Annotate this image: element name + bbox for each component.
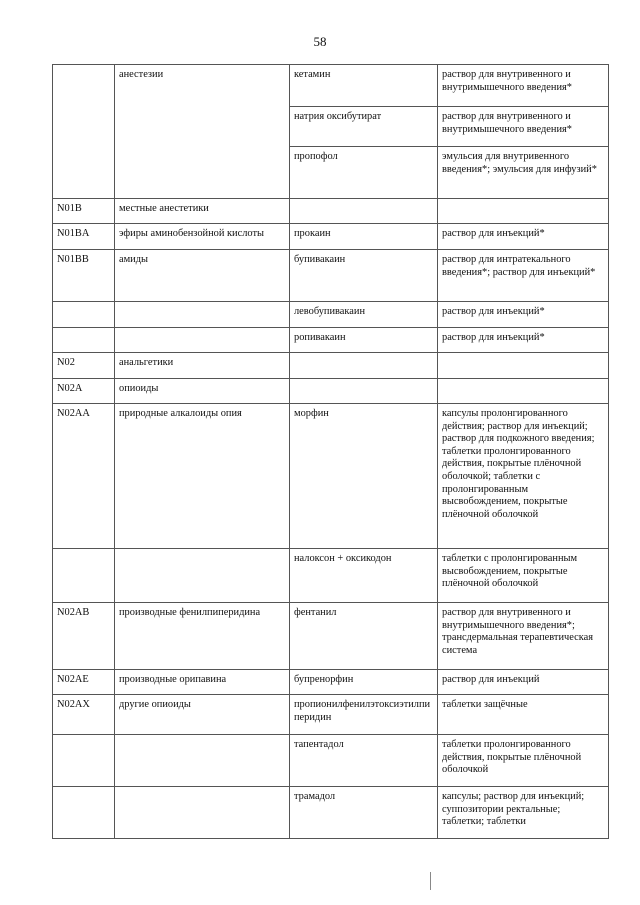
drug-cell: ропивакаин <box>290 328 438 353</box>
atc-code-cell: N01BB <box>53 250 115 302</box>
atc-code-cell: N02A <box>53 379 115 404</box>
group-cell <box>115 302 290 328</box>
form-cell: таблетки с пролонгированным высвобождением, покрытые плёночной оболочкой <box>438 549 609 603</box>
form-cell: раствор для инъекций* <box>438 224 609 250</box>
form-cell: раствор для внутривенного и внутримышечного введения*; трансдермальная терапевтическая система <box>438 603 609 670</box>
table-row <box>53 65 609 107</box>
drug-cell <box>290 379 438 404</box>
atc-code-cell: N02 <box>53 353 115 379</box>
table-row <box>53 787 609 839</box>
form-cell <box>438 199 609 224</box>
group-cell: местные анестетики <box>115 199 290 224</box>
form-cell: раствор для интратекального введения*; раствор для инъекций* <box>438 250 609 302</box>
group-cell <box>115 549 290 603</box>
form-cell: таблетки защёчные <box>438 695 609 735</box>
form-cell: раствор для внутривенного и внутримышечного введения* <box>438 107 609 147</box>
group-cell: опиоиды <box>115 379 290 404</box>
group-cell: эфиры аминобензойной кислоты <box>115 224 290 250</box>
group-cell: производные орипавина <box>115 670 290 695</box>
form-cell <box>438 353 609 379</box>
drug-cell <box>290 199 438 224</box>
group-cell: производные фенилпиперидина <box>115 603 290 670</box>
drug-cell: налоксон + оксикодон <box>290 549 438 603</box>
form-cell: эмульсия для внутривенного введения*; эмульсия для инфузий* <box>438 147 609 199</box>
drug-table <box>52 64 609 839</box>
drug-cell: фентанил <box>290 603 438 670</box>
drug-cell: морфин <box>290 404 438 549</box>
form-cell: таблетки пролонгированного действия, покрытые плёночной оболочкой <box>438 735 609 787</box>
group-cell: другие опиоиды <box>115 695 290 735</box>
table-row <box>53 603 609 670</box>
table-row <box>53 224 609 250</box>
drug-cell: пропофол <box>290 147 438 199</box>
drug-cell <box>290 353 438 379</box>
atc-code-cell <box>53 302 115 328</box>
form-cell: капсулы; раствор для инъекций; суппозитории ректальные; таблетки; таблетки <box>438 787 609 839</box>
table-row <box>53 695 609 735</box>
atc-code-cell: N02AX <box>53 695 115 735</box>
scan-mark <box>430 872 431 890</box>
table-row <box>53 328 609 353</box>
table-row <box>53 670 609 695</box>
atc-code-cell <box>53 65 115 199</box>
drug-cell: прокаин <box>290 224 438 250</box>
form-cell: раствор для инъекций <box>438 670 609 695</box>
drug-cell: бупивакаин <box>290 250 438 302</box>
page-number: 58 <box>313 34 327 49</box>
group-cell <box>115 735 290 787</box>
form-cell: раствор для внутривенного и внутримышечного введения* <box>438 65 609 107</box>
drug-cell: бупренорфин <box>290 670 438 695</box>
form-cell: капсулы пролонгированного действия; раствор для инъекций; раствор для подкожного введения; таблетки пролонгированного действия, покрытые плёночной оболочкой; таблетки с пролонгированным высвобождением, покрытые плёночной оболочкой <box>438 404 609 549</box>
table-row <box>53 549 609 603</box>
atc-code-cell <box>53 328 115 353</box>
drug-cell: левобупивакаин <box>290 302 438 328</box>
drug-cell: кетамин <box>290 65 438 107</box>
drug-cell: натрия оксибутират <box>290 107 438 147</box>
atc-code-cell <box>53 735 115 787</box>
form-cell <box>438 379 609 404</box>
atc-code-cell <box>53 787 115 839</box>
table-row <box>53 250 609 302</box>
table-row <box>53 353 609 379</box>
group-cell <box>115 328 290 353</box>
atc-code-cell: N01B <box>53 199 115 224</box>
table-row <box>53 199 609 224</box>
atc-code-cell: N02AA <box>53 404 115 549</box>
drug-cell: трамадол <box>290 787 438 839</box>
atc-code-cell: N02AE <box>53 670 115 695</box>
group-cell <box>115 787 290 839</box>
group-cell: природные алкалоиды опия <box>115 404 290 549</box>
group-cell: анальгетики <box>115 353 290 379</box>
form-cell: раствор для инъекций* <box>438 302 609 328</box>
table-row <box>53 302 609 328</box>
atc-code-cell: N01BA <box>53 224 115 250</box>
table-row <box>53 379 609 404</box>
drug-cell: пропионилфенилэтоксиэтилпиперидин <box>290 695 438 735</box>
table-row <box>53 735 609 787</box>
form-cell: раствор для инъекций* <box>438 328 609 353</box>
table-row <box>53 404 609 549</box>
group-cell: амиды <box>115 250 290 302</box>
group-cell: анестезии <box>115 65 290 199</box>
atc-code-cell: N02AB <box>53 603 115 670</box>
drug-cell: тапентадол <box>290 735 438 787</box>
atc-code-cell <box>53 549 115 603</box>
